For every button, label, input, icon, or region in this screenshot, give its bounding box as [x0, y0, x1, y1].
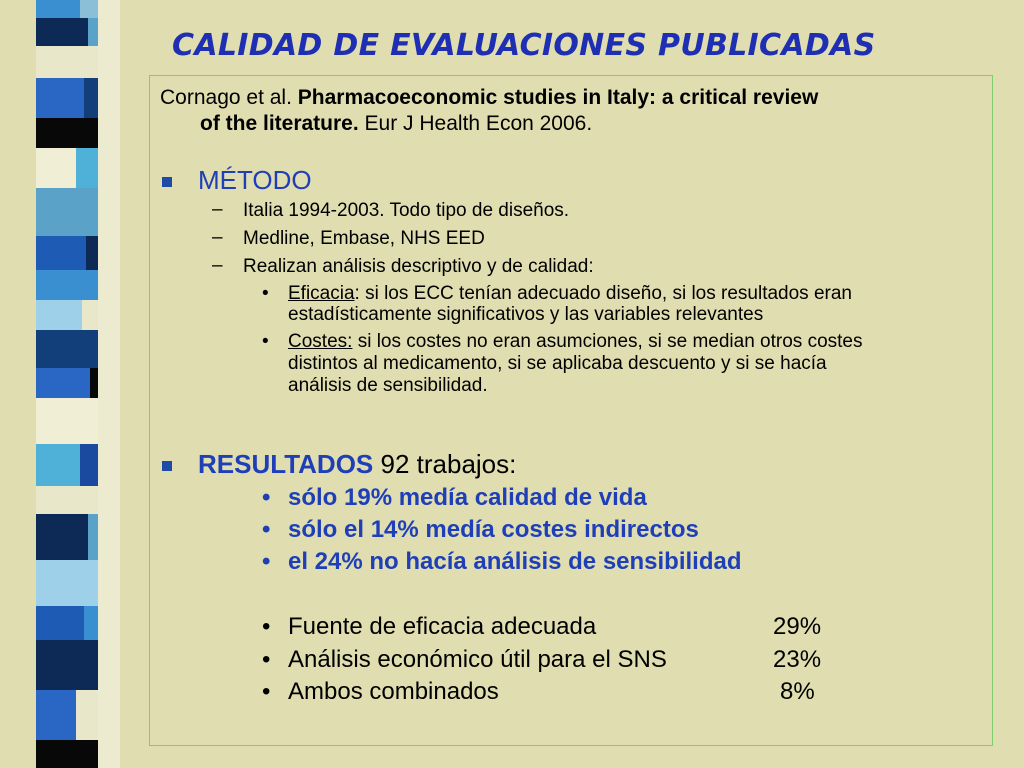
stripe-band	[36, 640, 98, 690]
costes-line-3: análisis de sensibilidad.	[288, 375, 488, 396]
stripe-band	[36, 560, 98, 606]
result-row-label: Ambos combinados	[288, 678, 499, 705]
bullet-icon: •	[262, 678, 271, 705]
reference-journal: Eur J Health Econ 2006.	[364, 112, 593, 135]
result-row-value: 29%	[773, 613, 822, 640]
reference-article-title-1: Pharmacoeconomic studies in Italy: a critical review	[297, 86, 819, 109]
bullet-icon: •	[262, 331, 269, 352]
stripe-band	[36, 0, 80, 18]
stripe-band	[90, 368, 98, 398]
stripe-band	[88, 514, 98, 560]
stripe-band	[36, 606, 84, 640]
stripe-band	[84, 78, 98, 118]
stripe-band	[36, 118, 98, 148]
stripe-band	[86, 236, 98, 270]
reference-line-1	[160, 85, 818, 111]
eficacia-line-2: estadísticamente significativos y las variables relevantes	[288, 304, 764, 325]
stripe-band	[36, 300, 82, 330]
square-bullet-icon	[162, 461, 172, 471]
stripe-band	[36, 78, 84, 118]
stripe-band	[36, 330, 98, 368]
result-row-value: 8%	[780, 678, 815, 705]
stripe-band	[76, 690, 98, 740]
stripe-band	[36, 236, 86, 270]
decorative-stripes	[36, 0, 98, 768]
stripe-band	[36, 514, 88, 560]
result-highlight-1: sólo 19% medía calidad de vida	[288, 484, 647, 511]
metodo-item-3: Realizan análisis descriptivo y de calidad:	[243, 256, 594, 277]
costes-line-1	[288, 331, 863, 353]
stripe-band	[36, 188, 98, 236]
stripe-band	[36, 368, 90, 398]
metodo-item-1: Italia 1994-2003. Todo tipo de diseños.	[243, 200, 570, 221]
stripe-band	[36, 486, 98, 514]
reference-article-title-2: of the literature.	[200, 112, 359, 135]
costes-text-1: si los costes no eran asumciones, si se median otros costes	[352, 331, 863, 352]
bullet-icon: •	[262, 548, 271, 575]
metodo-heading: MÉTODO	[198, 165, 312, 195]
eficacia-term: Eficacia	[288, 283, 355, 304]
dash-icon: –	[212, 227, 223, 248]
side-light-strip	[98, 0, 120, 768]
eficacia-line-1	[288, 283, 852, 305]
reference-line-2	[200, 111, 592, 137]
bullet-icon: •	[262, 484, 271, 511]
stripe-band	[36, 270, 98, 300]
eficacia-text-1: : si los ECC tenían adecuado diseño, si los resultados eran	[354, 283, 852, 304]
result-row-value: 23%	[773, 646, 822, 673]
dash-icon: –	[212, 199, 223, 220]
resultados-count: 92 trabajos:	[380, 449, 517, 479]
stripe-band	[36, 740, 98, 768]
costes-term: Costes:	[288, 331, 353, 352]
result-highlight-2: sólo el 14% medía costes indirectos	[288, 516, 699, 543]
stripe-band	[88, 18, 98, 46]
bullet-icon: •	[262, 283, 269, 304]
stripe-band	[36, 148, 76, 188]
slide-title: CALIDAD DE EVALUACIONES PUBLICADAS	[172, 28, 876, 63]
stripe-band	[36, 690, 76, 740]
stripe-band	[76, 148, 98, 188]
result-highlight-3: el 24% no hacía análisis de sensibilidad	[288, 548, 742, 575]
stripe-band	[80, 0, 98, 18]
stripe-band	[36, 46, 98, 78]
result-row-label: Análisis económico útil para el SNS	[288, 646, 667, 673]
bullet-icon: •	[262, 646, 271, 673]
result-row-label: Fuente de eficacia adecuada	[288, 613, 597, 640]
stripe-band	[36, 18, 88, 46]
reference-authors: Cornago et al.	[160, 86, 292, 109]
stripe-band	[36, 398, 98, 444]
stripe-band	[82, 300, 98, 330]
resultados-heading: RESULTADOS	[198, 449, 374, 479]
stripe-band	[84, 606, 98, 640]
bullet-icon: •	[262, 613, 271, 640]
costes-line-2: distintos al medicamento, si se aplicaba descuento y si se hacía	[288, 353, 827, 374]
bullet-icon: •	[262, 516, 271, 543]
dash-icon: –	[212, 255, 223, 276]
metodo-item-2: Medline, Embase, NHS EED	[243, 228, 485, 249]
stripe-band	[80, 444, 98, 486]
square-bullet-icon	[162, 177, 172, 187]
resultados-line	[198, 449, 516, 480]
stripe-band	[36, 444, 80, 486]
